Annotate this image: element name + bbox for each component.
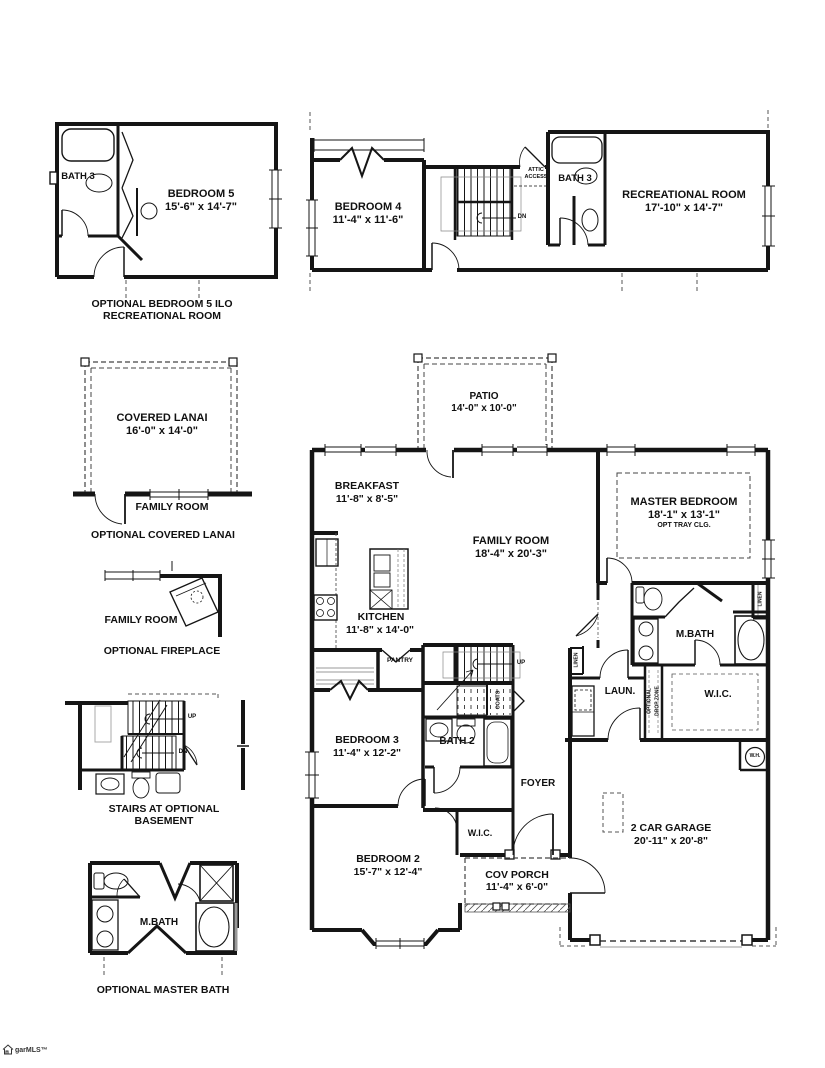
stairs-dn-label-basement: DN <box>178 749 188 755</box>
room-label-lanai: COVERED LANAI <box>116 412 208 424</box>
attic-access-line1: ATTIC <box>528 167 544 173</box>
room-dims-bedroom2: 15'-7" x 12'-4" <box>353 866 423 878</box>
note-drop-zone-line2: DROP ZONE <box>654 686 661 716</box>
room-label-cov-porch: COV PORCH <box>485 869 549 881</box>
caption-basement-line1: STAIRS AT OPTIONAL <box>108 803 220 815</box>
label-water-heater: W.H. <box>749 753 761 759</box>
room-label-rec-room: RECREATIONAL ROOM <box>622 189 746 201</box>
room-label-bath3-upper: BATH 3 <box>558 173 592 184</box>
room-label-wic-master: W.I.C. <box>704 689 732 700</box>
room-label-master-bedroom: MASTER BEDROOM <box>630 496 738 508</box>
room-label-family-fireplace: FAMILY ROOM <box>104 614 178 626</box>
room-dims-cov-porch: 11'-4" x 6'-0" <box>485 881 549 893</box>
room-label-bath2: BATH 2 <box>439 736 475 747</box>
room-label-pantry: PANTRY <box>387 657 413 664</box>
room-label-foyer: FOYER <box>520 778 556 789</box>
room-label-breakfast: BREAKFAST <box>334 480 400 492</box>
room-label-wic-bedroom2: W.I.C. <box>467 828 493 838</box>
house-logo-icon <box>2 1044 14 1057</box>
plan-optional-covered-lanai <box>73 358 252 524</box>
room-dims-garage: 20'-11" x 20'-8" <box>634 835 708 847</box>
room-label-mbath-inset: M.BATH <box>139 917 179 928</box>
room-label-bedroom2: BEDROOM 2 <box>356 853 420 865</box>
room-dims-bedroom5: 15'-6" x 14'-7" <box>165 201 237 213</box>
room-dims-bedroom4: 11'-4" x 11'-6" <box>332 214 404 226</box>
room-label-patio: PATIO <box>469 391 499 402</box>
room-label-family-main: FAMILY ROOM <box>472 535 550 547</box>
caption-fireplace: OPTIONAL FIREPLACE <box>103 645 221 657</box>
room-dims-bedroom3: 11'-4" x 12'-2" <box>332 747 402 759</box>
attic-access-line2: ACCESS <box>524 174 548 180</box>
room-dims-master-bedroom: 18'-1" x 13'-1" <box>648 509 720 521</box>
note-master-tray-ceiling: OPT TRAY CLG. <box>657 522 711 529</box>
stairs-up-label-basement: UP <box>187 714 197 720</box>
caption-bedroom5-line1: OPTIONAL BEDROOM 5 ILO <box>91 298 233 310</box>
note-drop-zone-line1: OPTIONAL <box>646 688 653 714</box>
caption-master-bath: OPTIONAL MASTER BATH <box>96 984 230 996</box>
room-dims-kitchen: 11'-8" x 14'-0" <box>345 624 415 636</box>
watermark-text: garMLS™ <box>15 1047 48 1054</box>
plan-optional-basement-stairs <box>65 694 249 798</box>
room-label-bedroom5: BEDROOM 5 <box>167 188 235 200</box>
caption-bedroom5-line2: RECREATIONAL ROOM <box>102 310 222 322</box>
mls-watermark <box>2 1044 48 1057</box>
room-dims-patio: 14'-0" x 10'-0" <box>451 403 517 414</box>
room-label-mbath-main: M.BATH <box>675 629 715 640</box>
room-label-laundry: LAUN. <box>604 686 636 697</box>
room-dims-family-main: 18'-4" x 20'-3" <box>475 548 547 560</box>
room-label-bath3-inset: BATH 3 <box>61 171 95 182</box>
caption-basement-line2: BASEMENT <box>134 815 194 827</box>
room-label-kitchen: KITCHEN <box>357 611 405 623</box>
caption-lanai: OPTIONAL COVERED LANAI <box>91 529 235 541</box>
room-label-bedroom3: BEDROOM 3 <box>335 734 399 746</box>
room-dims-rec-room: 17'-10" x 14'-7" <box>644 202 724 214</box>
room-label-family-lanai: FAMILY ROOM <box>135 501 209 513</box>
stairs-up-label-main: UP <box>516 660 526 666</box>
closet-label-linen-master: LINEN <box>757 591 764 607</box>
room-dims-lanai: 16'-0" x 14'-0" <box>126 425 198 437</box>
closet-label-coats: COATS <box>495 690 502 710</box>
stairs-dn-label: DN <box>517 214 527 220</box>
closet-label-linen-hall: LINEN <box>573 652 580 668</box>
room-label-garage: 2 CAR GARAGE <box>630 822 712 834</box>
room-dims-breakfast: 11'-8" x 8'-5" <box>335 493 399 505</box>
room-label-bedroom4: BEDROOM 4 <box>334 201 402 213</box>
